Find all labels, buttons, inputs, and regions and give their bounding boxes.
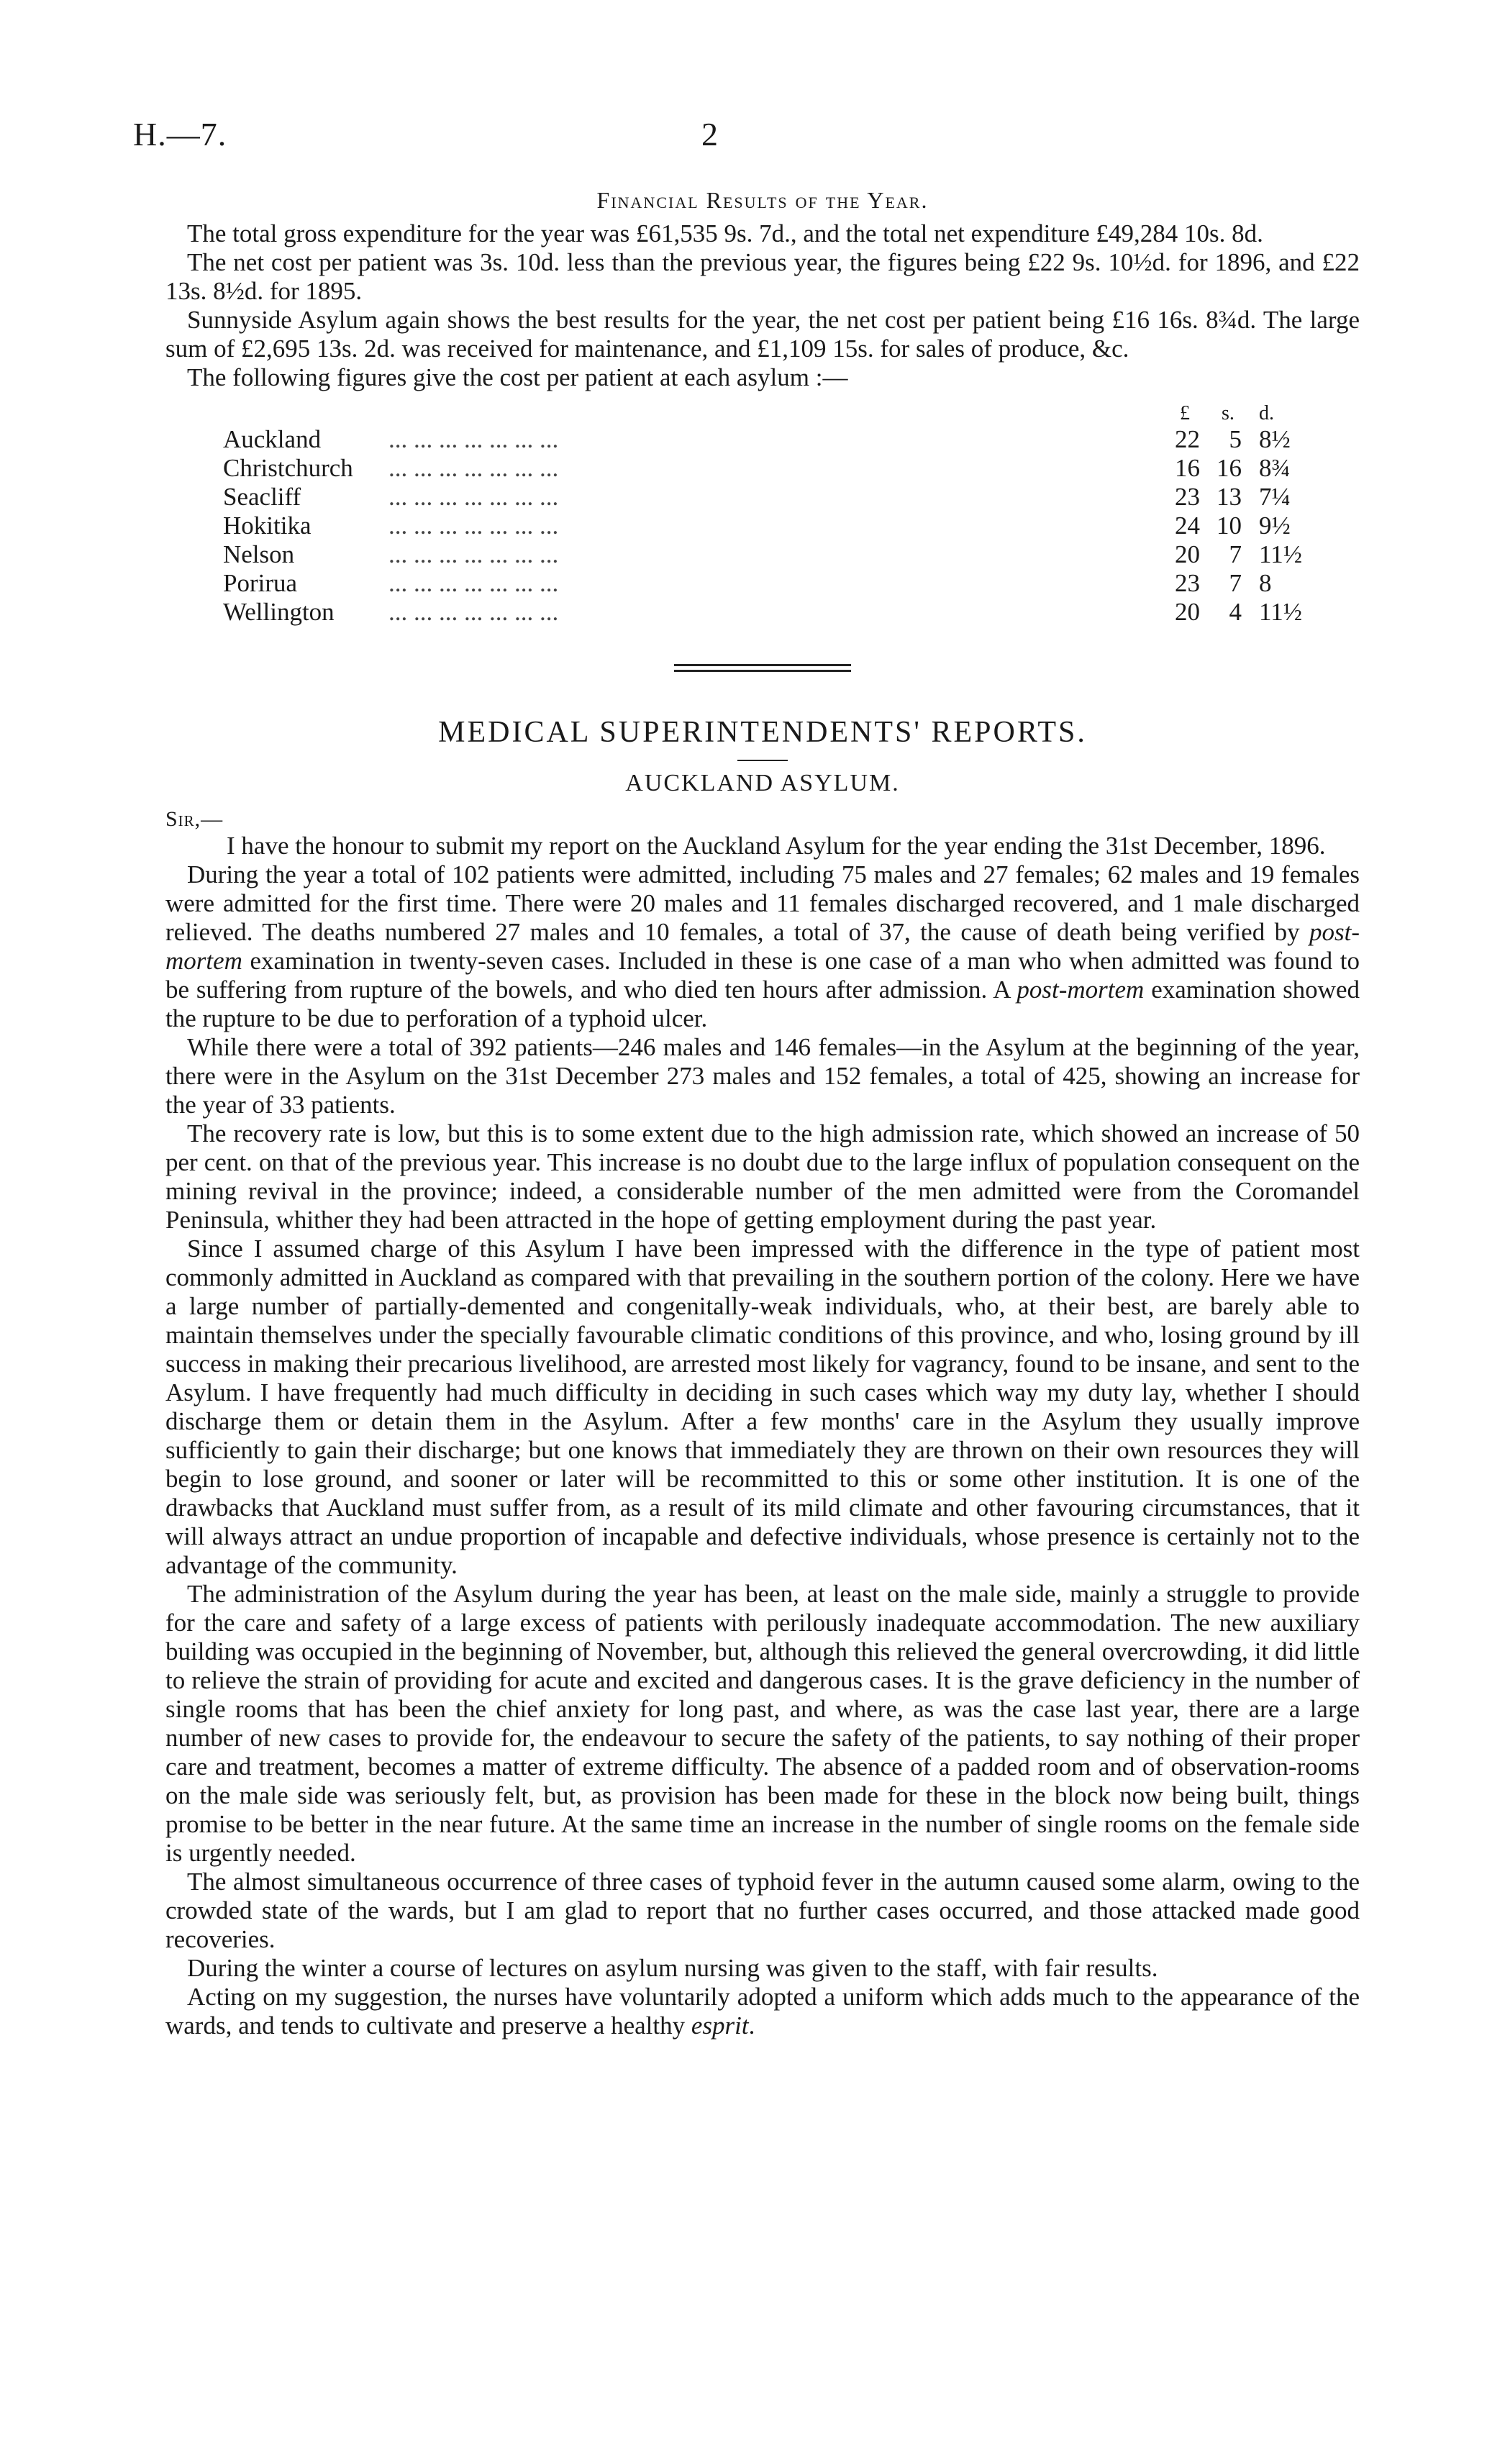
report-paragraph: During the winter a course of lectures on asylum nursing was given to the staff, with fair results. xyxy=(187,1954,1158,1982)
table-row xyxy=(223,512,1345,540)
asylum-name: Nelson xyxy=(223,540,295,568)
table-row xyxy=(223,425,1345,454)
report-paragraph: Since I assumed charge of this Asylum I have been impressed with the difference in the type of patient most commonly admitted in Auckland as compared with that prevailing in the southern portion of the colony. Here we have a large number of partially-demented and congenitally-weak individuals, who, at their best, are barely able to maintain themselves under the specially favourable climatic conditions of this province, and who, losing ground by ill success in making their precarious livelihood, are arrested most likely for vagrancy, found to be insane, and sent to the Asylum. I have frequently had much difficulty in deciding in such cases which way my duty lay, whether I should discharge them or detain them in the Asylum. After a few months' care in the Asylum they usually improve sufficiently to gain their discharge; but one knows that immediately they are thrown on their own resources they will begin to lose ground, and sooner or later will be recommitted to this or some other institution. It is one of the drawbacks that Auckland must suffer from, as a result of its mild climate and other favouring circumstances, that it will always attract an undue proportion of incapable and defective individuals, whose presence is certainly not to the advantage of the community. xyxy=(165,1235,1360,1579)
asylum-name: Hokitika xyxy=(223,512,312,540)
report-paragraph: During the year a total of 102 patients were admitted, including 75 males and 27 females; 62 males and 19 females were admitted for the first time. There were 20 males and 11 females discharged recovered, and 1 male discharged relieved. The deaths numbered 27 males and 10 females, a total of 37, the cause of death being verified by post-mortem examination in twenty-seven cases. Included in these is one case of a man who when admitted was found to be suffering from rupture of the bowels, and who died ten hours after admission. A post-mortem examination showed the rupture to be due to perforation of a typhoid ulcer. xyxy=(165,860,1360,1032)
report-paragraph: Acting on my suggestion, the nurses have voluntarily adopted a uniform which adds much to the appearance of the wards, and tends to cultivate and preserve a healthy esprit. xyxy=(165,1983,1360,2040)
leader-dots: ... ... ... ... ... ... ... xyxy=(388,483,559,511)
financial-section xyxy=(165,187,1360,627)
leader-dots: ... ... ... ... ... ... ... xyxy=(388,540,559,568)
table-header-row xyxy=(223,398,1345,425)
report-paragraph: The administration of the Asylum during the year has been, at least on the male side, mainly a struggle to provide for the care and safety of a large excess of patients with perilously inadequate accommodation. The new auxiliary building was occupied in the beginning of November, but, although this relieved the general overcrowding, it did little to relieve the strain of providing for acute and excited and dangerous cases. It is the grave deficiency in the number of single rooms that has been the chief anxiety for long past, and where, as was the case last year, there are a large number of new cases to provide for, the endeavour to secure the safety of the patients, to say nothing of their proper care and treatment, becomes a matter of extreme difficulty. The absence of a padded room and of observation-rooms on the male side was seriously felt, but, as provision has been made for these in the block now being built, things promise to be better in the near future. At the same time an increase in the number of single rooms on the female side is urgently needed. xyxy=(165,1580,1360,1867)
reports-title: MEDICAL SUPERINTENDENTS' REPORTS. xyxy=(438,716,1087,749)
section-divider xyxy=(674,664,851,672)
pounds-cell: 22 xyxy=(1175,425,1200,453)
salutation: Sir,— xyxy=(165,807,224,831)
italic-term: post-mortem xyxy=(165,918,1360,975)
pounds-cell: 16 xyxy=(1175,454,1200,482)
financial-paragraph: The net cost per patient was 3s. 10d. less than the previous year, the figures being £22 9s. 10½d. for 1896, and £22 13s. 8½d. for 1895. xyxy=(165,248,1360,305)
shillings-header: s. xyxy=(1222,402,1234,424)
shillings-cell: 7 xyxy=(1229,540,1242,568)
pounds-cell: 20 xyxy=(1175,540,1200,568)
report-paragraph: The recovery rate is low, but this is to some extent due to the high admission rate, which showed an increase of 50 per cent. on that of the previous year. This increase is no doubt due to the large influx of population consequent on the mining revival in the province; indeed, a considerable number of the men admitted were from the Coromandel Peninsula, whither they had been attracted in the hope of getting employment during the past year. xyxy=(165,1119,1360,1234)
pounds-cell: 23 xyxy=(1175,569,1200,597)
leader-dots: ... ... ... ... ... ... ... xyxy=(388,454,559,482)
table-row xyxy=(223,598,1345,627)
pence-cell: 11½ xyxy=(1259,540,1302,568)
leader-dots: ... ... ... ... ... ... ... xyxy=(388,425,559,453)
shillings-cell: 16 xyxy=(1217,454,1242,482)
pence-header: d. xyxy=(1259,402,1274,424)
asylum-title: AUCKLAND ASYLUM. xyxy=(625,770,900,796)
table-row xyxy=(223,569,1345,598)
shillings-cell: 13 xyxy=(1217,483,1242,511)
asylum-name: Auckland xyxy=(223,425,322,453)
financial-paragraph: The following figures give the cost per patient at each asylum :— xyxy=(187,363,848,391)
pence-cell: 9½ xyxy=(1259,512,1291,540)
table-body xyxy=(223,425,1345,627)
shillings-cell: 4 xyxy=(1229,598,1242,626)
table-row xyxy=(223,540,1345,569)
asylum-name: Christchurch xyxy=(223,454,353,482)
page-number: 2 xyxy=(701,116,718,153)
page-reference: H.—7. xyxy=(133,116,227,153)
page-header xyxy=(133,115,1360,165)
pounds-header: £ xyxy=(1180,402,1190,424)
financial-title: Financial Results of the Year. xyxy=(596,187,929,213)
financial-paragraph: The total gross expenditure for the year was £61,535 9s. 7d., and the total net expenditure £49,284 10s. 8d. xyxy=(187,219,1263,247)
pence-cell: 8½ xyxy=(1259,425,1291,453)
asylum-name: Seacliff xyxy=(223,483,301,511)
report-paragraph: The almost simultaneous occurrence of three cases of typhoid fever in the autumn caused some alarm, owing to the crowded state of the wards, but I am glad to report that no further cases occurred, and those attacked made good recoveries. xyxy=(165,1868,1360,1953)
document-page xyxy=(133,115,1360,2040)
table-row xyxy=(223,454,1345,483)
table-row xyxy=(223,483,1345,512)
leader-dots: ... ... ... ... ... ... ... xyxy=(388,598,559,626)
pence-cell: 8¾ xyxy=(1259,454,1291,482)
italic-term: post-mortem xyxy=(1017,976,1145,1004)
asylum-name: Wellington xyxy=(223,598,335,626)
pounds-cell: 24 xyxy=(1175,512,1200,540)
shillings-cell: 10 xyxy=(1217,512,1242,540)
cost-per-patient-table xyxy=(223,398,1345,627)
shillings-cell: 7 xyxy=(1229,569,1242,597)
italic-term: esprit xyxy=(691,2011,749,2040)
report-paragraph: I have the honour to submit my report on the Auckland Asylum for the year ending the 31st December, 1896. xyxy=(227,832,1326,860)
shillings-cell: 5 xyxy=(1229,425,1242,453)
pence-cell: 8 xyxy=(1259,569,1272,597)
reports-section xyxy=(165,715,1360,2040)
pounds-cell: 23 xyxy=(1175,483,1200,511)
title-rule xyxy=(737,760,788,761)
report-paragraph: While there were a total of 392 patients—246 males and 146 females—in the Asylum at the beginning of the year, there were in the Asylum on the 31st December 273 males and 152 females, a total of 425, showing an increase for the year of 33 patients. xyxy=(165,1033,1360,1119)
financial-paragraph: Sunnyside Asylum again shows the best results for the year, the net cost per patient being £16 16s. 8¾d. The large sum of £2,695 13s. 2d. was received for maintenance, and £1,109 15s. for sales of produce, &c. xyxy=(165,306,1360,363)
pence-cell: 11½ xyxy=(1259,598,1302,626)
pence-cell: 7¼ xyxy=(1259,483,1291,511)
pounds-cell: 20 xyxy=(1175,598,1200,626)
asylum-name: Porirua xyxy=(223,569,298,597)
leader-dots: ... ... ... ... ... ... ... xyxy=(388,512,559,540)
leader-dots: ... ... ... ... ... ... ... xyxy=(388,569,559,597)
